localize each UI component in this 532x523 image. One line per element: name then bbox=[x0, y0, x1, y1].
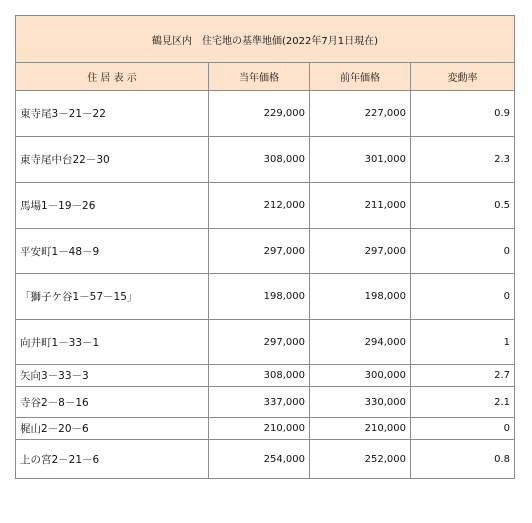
table-row bbox=[16, 229, 515, 274]
cell-change-rate: 0.5 bbox=[411, 183, 515, 229]
cell-change-rate: 0 bbox=[411, 418, 515, 440]
table-row bbox=[16, 440, 515, 479]
land-price-table bbox=[15, 15, 515, 479]
cell-change-rate: 0 bbox=[411, 274, 515, 320]
cell-address: 東寺尾3－21－22 bbox=[16, 91, 209, 137]
table-row bbox=[16, 183, 515, 229]
header-address: 住 居 表 示 bbox=[16, 63, 209, 91]
cell-address: 寺谷2－8－16 bbox=[16, 387, 209, 418]
header-change-rate: 変動率 bbox=[411, 63, 515, 91]
cell-previous-price: 227,000 bbox=[310, 91, 411, 137]
cell-change-rate: 2.7 bbox=[411, 365, 515, 387]
cell-previous-price: 210,000 bbox=[310, 418, 411, 440]
cell-current-price: 337,000 bbox=[209, 387, 310, 418]
cell-address: 平安町1－48－9 bbox=[16, 229, 209, 274]
table-title: 鶴見区内 住宅地の基準地価(2022年7月1日現在) bbox=[16, 16, 515, 63]
table-header-row bbox=[16, 63, 515, 91]
cell-previous-price: 252,000 bbox=[310, 440, 411, 479]
cell-current-price: 297,000 bbox=[209, 229, 310, 274]
cell-address: 向井町1－33－1 bbox=[16, 320, 209, 365]
cell-current-price: 297,000 bbox=[209, 320, 310, 365]
cell-previous-price: 300,000 bbox=[310, 365, 411, 387]
cell-address: 上の宮2－21－6 bbox=[16, 440, 209, 479]
cell-change-rate: 1 bbox=[411, 320, 515, 365]
cell-previous-price: 294,000 bbox=[310, 320, 411, 365]
cell-previous-price: 198,000 bbox=[310, 274, 411, 320]
cell-address: 東寺尾中台22－30 bbox=[16, 137, 209, 183]
table-row bbox=[16, 91, 515, 137]
cell-current-price: 308,000 bbox=[209, 137, 310, 183]
cell-previous-price: 297,000 bbox=[310, 229, 411, 274]
cell-change-rate: 2.3 bbox=[411, 137, 515, 183]
table-row bbox=[16, 274, 515, 320]
cell-current-price: 254,000 bbox=[209, 440, 310, 479]
cell-current-price: 308,000 bbox=[209, 365, 310, 387]
cell-previous-price: 301,000 bbox=[310, 137, 411, 183]
header-previous-price: 前年価格 bbox=[310, 63, 411, 91]
header-current-price: 当年価格 bbox=[209, 63, 310, 91]
table-row bbox=[16, 137, 515, 183]
cell-address: 「獅子ケ谷1－57－15」 bbox=[16, 274, 209, 320]
table-row bbox=[16, 365, 515, 387]
cell-previous-price: 330,000 bbox=[310, 387, 411, 418]
cell-current-price: 229,000 bbox=[209, 91, 310, 137]
table-row bbox=[16, 320, 515, 365]
cell-address: 矢向3－33－3 bbox=[16, 365, 209, 387]
cell-address: 梶山2－20－6 bbox=[16, 418, 209, 440]
cell-change-rate: 0 bbox=[411, 229, 515, 274]
cell-previous-price: 211,000 bbox=[310, 183, 411, 229]
cell-change-rate: 0.9 bbox=[411, 91, 515, 137]
table-row bbox=[16, 418, 515, 440]
cell-address: 馬場1－19－26 bbox=[16, 183, 209, 229]
cell-change-rate: 0.8 bbox=[411, 440, 515, 479]
cell-current-price: 198,000 bbox=[209, 274, 310, 320]
cell-current-price: 212,000 bbox=[209, 183, 310, 229]
cell-change-rate: 2.1 bbox=[411, 387, 515, 418]
table-title-row bbox=[16, 16, 515, 63]
table-row bbox=[16, 387, 515, 418]
cell-current-price: 210,000 bbox=[209, 418, 310, 440]
